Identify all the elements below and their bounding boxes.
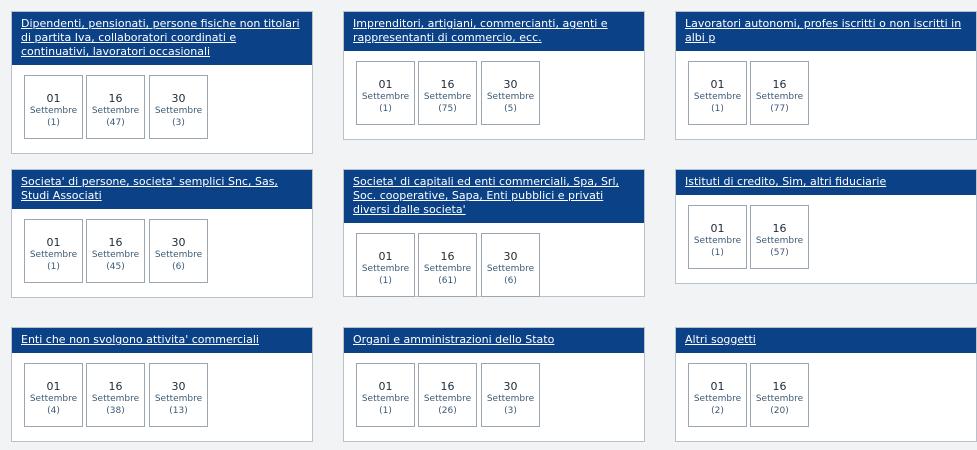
date-month: Settembre [91, 106, 140, 116]
card-body [344, 353, 644, 441]
category-card-societa-persone [11, 169, 313, 298]
deadline-count: (1) [379, 276, 392, 286]
date-day: 30 [171, 380, 186, 393]
date-tile[interactable] [750, 363, 809, 427]
card-body [12, 353, 312, 441]
date-tile[interactable] [149, 75, 208, 139]
date-month: Settembre [361, 92, 410, 102]
category-card-altri-soggetti [675, 327, 977, 442]
date-tile[interactable] [481, 363, 540, 427]
deadline-count: (3) [504, 406, 517, 416]
date-day: 01 [710, 380, 725, 393]
deadline-count: (13) [169, 406, 188, 416]
date-month: Settembre [486, 264, 535, 274]
deadline-count: (57) [770, 248, 789, 258]
card-body [676, 195, 976, 283]
card-body [344, 223, 644, 296]
card-header [12, 328, 312, 353]
deadline-count: (6) [172, 262, 185, 272]
card-header [12, 170, 312, 209]
date-month: Settembre [91, 250, 140, 260]
date-month: Settembre [154, 106, 203, 116]
date-day: 01 [46, 380, 61, 393]
date-tile[interactable] [356, 61, 415, 125]
date-tile[interactable] [688, 61, 747, 125]
date-day: 16 [108, 380, 123, 393]
card-body [676, 51, 976, 139]
date-month: Settembre [361, 394, 410, 404]
deadline-count: (45) [106, 262, 125, 272]
date-tile[interactable] [481, 61, 540, 125]
date-tile[interactable] [149, 363, 208, 427]
deadline-count: (1) [379, 104, 392, 114]
card-header [344, 170, 644, 223]
date-month: Settembre [29, 106, 78, 116]
deadline-count: (5) [504, 104, 517, 114]
date-day: 30 [503, 380, 518, 393]
date-day: 01 [378, 380, 393, 393]
card-body [12, 209, 312, 297]
date-tile[interactable] [356, 233, 415, 297]
deadline-count: (26) [438, 406, 457, 416]
date-month: Settembre [693, 92, 742, 102]
category-title-link[interactable]: Societa' di persone, societa' semplici Snc, Sas, Studi Associati [21, 175, 278, 202]
date-tile[interactable] [86, 363, 145, 427]
date-month: Settembre [755, 394, 804, 404]
card-body [12, 65, 312, 153]
date-day: 16 [440, 78, 455, 91]
card-header [676, 12, 976, 51]
deadline-count: (77) [770, 104, 789, 114]
category-title-link[interactable]: Imprenditori, artigiani, commercianti, agenti e rappresentanti di commercio, ecc. [353, 17, 608, 44]
card-header [344, 12, 644, 51]
deadline-count: (4) [47, 406, 60, 416]
date-day: 16 [440, 380, 455, 393]
deadline-count: (61) [438, 276, 457, 286]
date-tile[interactable] [86, 219, 145, 283]
date-month: Settembre [154, 250, 203, 260]
date-tile[interactable] [418, 61, 477, 125]
category-card-dipendenti [11, 11, 313, 154]
date-day: 30 [171, 236, 186, 249]
date-month: Settembre [91, 394, 140, 404]
date-tile[interactable] [481, 233, 540, 297]
date-day: 01 [378, 250, 393, 263]
date-day: 01 [46, 92, 61, 105]
date-month: Settembre [423, 264, 472, 274]
card-header [344, 328, 644, 353]
date-day: 30 [171, 92, 186, 105]
deadline-count: (47) [106, 118, 125, 128]
date-tile[interactable] [24, 219, 83, 283]
category-card-lavoratori-autonomi [675, 11, 977, 140]
category-card-societa-capitali [343, 169, 645, 297]
category-title-link[interactable]: Dipendenti, pensionati, persone fisiche non titolari di partita Iva, collaboratori coordinati e continuativi, lavoratori occasionali [21, 17, 300, 58]
date-month: Settembre [755, 236, 804, 246]
date-day: 16 [772, 222, 787, 235]
date-day: 01 [378, 78, 393, 91]
date-day: 16 [108, 236, 123, 249]
date-day: 16 [108, 92, 123, 105]
deadline-count: (20) [770, 406, 789, 416]
date-tile[interactable] [24, 363, 83, 427]
date-tile[interactable] [418, 363, 477, 427]
category-card-organi-stato [343, 327, 645, 442]
category-title-link[interactable]: Altri soggetti [685, 333, 756, 346]
category-title-link[interactable]: Organi e amministrazioni dello Stato [353, 333, 555, 346]
date-month: Settembre [486, 92, 535, 102]
date-tile[interactable] [750, 205, 809, 269]
date-tile[interactable] [418, 233, 477, 297]
card-header [676, 328, 976, 353]
category-title-link[interactable]: Enti che non svolgono attivita' commerciali [21, 333, 259, 346]
deadline-count: (75) [438, 104, 457, 114]
category-card-istituti-credito [675, 169, 977, 284]
card-body [344, 51, 644, 139]
date-month: Settembre [29, 394, 78, 404]
category-card-enti-non-commerciali [11, 327, 313, 442]
date-month: Settembre [693, 236, 742, 246]
date-day: 30 [503, 78, 518, 91]
deadline-count: (1) [47, 262, 60, 272]
date-month: Settembre [29, 250, 78, 260]
date-day: 30 [503, 250, 518, 263]
date-day: 01 [710, 78, 725, 91]
deadline-count: (1) [711, 104, 724, 114]
category-title-link[interactable]: Societa' di capitali ed enti commerciali, Spa, Srl, Soc. cooperative, Sapa, Enti pubblici e privati diversi dalle societa' [353, 175, 619, 216]
deadline-count: (6) [504, 276, 517, 286]
date-month: Settembre [693, 394, 742, 404]
date-tile[interactable] [688, 363, 747, 427]
deadline-count: (3) [172, 118, 185, 128]
date-tile[interactable] [688, 205, 747, 269]
date-tile[interactable] [149, 219, 208, 283]
deadline-count: (1) [379, 406, 392, 416]
date-tile[interactable] [86, 75, 145, 139]
date-month: Settembre [154, 394, 203, 404]
card-header [676, 170, 976, 195]
deadline-count: (1) [47, 118, 60, 128]
category-title-link[interactable]: Istituti di credito, Sim, altri fiduciarie [685, 175, 887, 188]
date-month: Settembre [423, 92, 472, 102]
category-title-link[interactable]: Lavoratori autonomi, profes iscritti o non iscritti in albi p [685, 17, 962, 44]
date-day: 16 [772, 380, 787, 393]
date-month: Settembre [486, 394, 535, 404]
card-body [676, 353, 976, 441]
date-tile[interactable] [24, 75, 83, 139]
date-tile[interactable] [356, 363, 415, 427]
date-month: Settembre [423, 394, 472, 404]
date-day: 16 [440, 250, 455, 263]
deadline-count: (2) [711, 406, 724, 416]
deadline-count: (38) [106, 406, 125, 416]
date-day: 16 [772, 78, 787, 91]
date-month: Settembre [361, 264, 410, 274]
date-month: Settembre [755, 92, 804, 102]
date-tile[interactable] [750, 61, 809, 125]
date-day: 01 [46, 236, 61, 249]
date-day: 01 [710, 222, 725, 235]
category-card-imprenditori [343, 11, 645, 140]
deadline-count: (1) [711, 248, 724, 258]
card-header [12, 12, 312, 65]
